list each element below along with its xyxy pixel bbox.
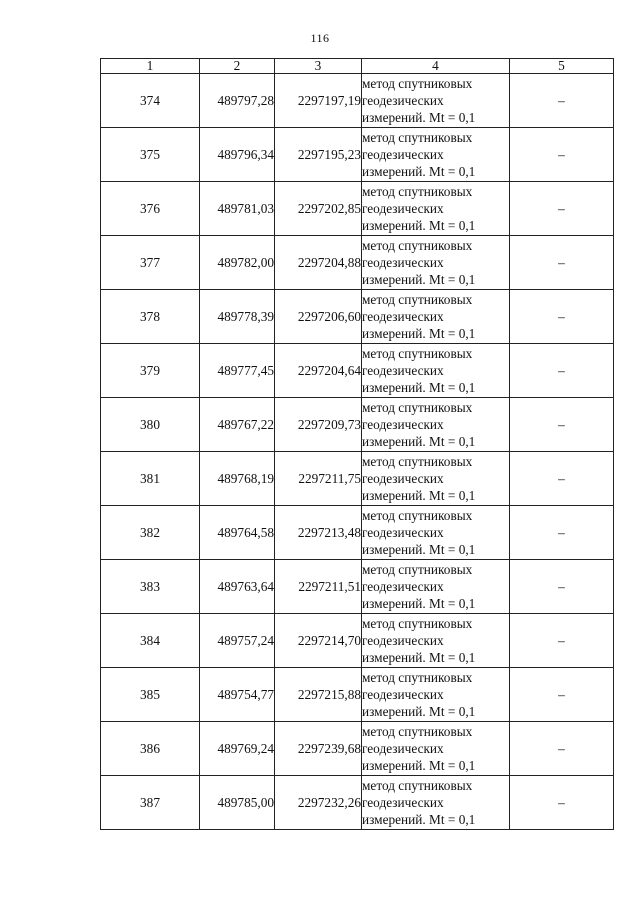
table-row: [101, 74, 614, 128]
point-number-cell: 387: [101, 776, 200, 830]
x-coordinate-cell: 489763,64: [200, 560, 275, 614]
table-row: [101, 290, 614, 344]
y-coordinate-cell: 2297204,88: [275, 236, 362, 290]
column-header-2: 2: [200, 59, 275, 74]
note-cell: –: [510, 614, 614, 668]
table-row: [101, 398, 614, 452]
point-number-cell: 376: [101, 182, 200, 236]
method-line: метод спутниковых: [362, 778, 473, 793]
method-line: измерений. Mt = 0,1: [362, 272, 476, 287]
method-cell: [362, 560, 510, 614]
table-row: [101, 182, 614, 236]
method-line: измерений. Mt = 0,1: [362, 650, 476, 665]
table-header-row: [101, 59, 614, 74]
table-row: [101, 506, 614, 560]
table-row: [101, 560, 614, 614]
method-line: геодезических: [362, 201, 444, 216]
coordinates-table: [100, 58, 614, 830]
note-cell: –: [510, 344, 614, 398]
method-cell: [362, 506, 510, 560]
y-coordinate-cell: 2297213,48: [275, 506, 362, 560]
method-line: измерений. Mt = 0,1: [362, 704, 476, 719]
y-coordinate-cell: 2297204,64: [275, 344, 362, 398]
method-line: геодезических: [362, 579, 444, 594]
y-coordinate-cell: 2297214,70: [275, 614, 362, 668]
y-coordinate-cell: 2297239,68: [275, 722, 362, 776]
method-line: измерений. Mt = 0,1: [362, 164, 476, 179]
note-cell: –: [510, 290, 614, 344]
y-coordinate-cell: 2297211,51: [275, 560, 362, 614]
method-cell: [362, 182, 510, 236]
table-row: [101, 614, 614, 668]
method-line: метод спутниковых: [362, 346, 473, 361]
point-number-cell: 382: [101, 506, 200, 560]
y-coordinate-cell: 2297197,19: [275, 74, 362, 128]
method-line: метод спутниковых: [362, 292, 473, 307]
note-cell: –: [510, 182, 614, 236]
x-coordinate-cell: 489764,58: [200, 506, 275, 560]
note-cell: –: [510, 74, 614, 128]
y-coordinate-cell: 2297209,73: [275, 398, 362, 452]
method-line: измерений. Mt = 0,1: [362, 326, 476, 341]
method-line: метод спутниковых: [362, 238, 473, 253]
y-coordinate-cell: 2297211,75: [275, 452, 362, 506]
note-cell: –: [510, 506, 614, 560]
y-coordinate-cell: 2297202,85: [275, 182, 362, 236]
table-row: [101, 236, 614, 290]
method-cell: [362, 344, 510, 398]
method-line: геодезических: [362, 687, 444, 702]
page-number: 116: [310, 31, 330, 45]
method-line: измерений. Mt = 0,1: [362, 542, 476, 557]
method-line: измерений. Mt = 0,1: [362, 596, 476, 611]
method-cell: [362, 290, 510, 344]
column-header-5: 5: [510, 59, 614, 74]
x-coordinate-cell: 489777,45: [200, 344, 275, 398]
method-line: геодезических: [362, 633, 444, 648]
note-cell: –: [510, 128, 614, 182]
method-line: измерений. Mt = 0,1: [362, 380, 476, 395]
method-line: метод спутниковых: [362, 508, 473, 523]
y-coordinate-cell: 2297215,88: [275, 668, 362, 722]
method-line: геодезических: [362, 795, 444, 810]
x-coordinate-cell: 489768,19: [200, 452, 275, 506]
method-cell: [362, 722, 510, 776]
point-number-cell: 378: [101, 290, 200, 344]
method-cell: [362, 236, 510, 290]
x-coordinate-cell: 489767,22: [200, 398, 275, 452]
point-number-cell: 385: [101, 668, 200, 722]
table-row: [101, 668, 614, 722]
method-line: геодезических: [362, 255, 444, 270]
table-row: [101, 128, 614, 182]
x-coordinate-cell: 489781,03: [200, 182, 275, 236]
method-line: метод спутниковых: [362, 400, 473, 415]
note-cell: –: [510, 560, 614, 614]
method-line: геодезических: [362, 741, 444, 756]
point-number-cell: 377: [101, 236, 200, 290]
method-line: измерений. Mt = 0,1: [362, 758, 476, 773]
table-row: [101, 452, 614, 506]
method-line: геодезических: [362, 147, 444, 162]
x-coordinate-cell: 489797,28: [200, 74, 275, 128]
method-cell: [362, 452, 510, 506]
x-coordinate-cell: 489796,34: [200, 128, 275, 182]
note-cell: –: [510, 722, 614, 776]
column-header-1: 1: [101, 59, 200, 74]
method-line: метод спутниковых: [362, 670, 473, 685]
point-number-cell: 386: [101, 722, 200, 776]
method-line: измерений. Mt = 0,1: [362, 110, 476, 125]
point-number-cell: 375: [101, 128, 200, 182]
x-coordinate-cell: 489785,00: [200, 776, 275, 830]
note-cell: –: [510, 776, 614, 830]
x-coordinate-cell: 489769,24: [200, 722, 275, 776]
method-line: геодезических: [362, 309, 444, 324]
point-number-cell: 379: [101, 344, 200, 398]
y-coordinate-cell: 2297195,23: [275, 128, 362, 182]
y-coordinate-cell: 2297206,60: [275, 290, 362, 344]
table-row: [101, 722, 614, 776]
method-line: геодезических: [362, 471, 444, 486]
x-coordinate-cell: 489754,77: [200, 668, 275, 722]
y-coordinate-cell: 2297232,26: [275, 776, 362, 830]
method-line: метод спутниковых: [362, 184, 473, 199]
point-number-cell: 380: [101, 398, 200, 452]
method-cell: [362, 668, 510, 722]
method-line: метод спутниковых: [362, 616, 473, 631]
x-coordinate-cell: 489778,39: [200, 290, 275, 344]
point-number-cell: 374: [101, 74, 200, 128]
method-cell: [362, 614, 510, 668]
method-line: метод спутниковых: [362, 76, 473, 91]
method-cell: [362, 74, 510, 128]
table-row: [101, 344, 614, 398]
x-coordinate-cell: 489782,00: [200, 236, 275, 290]
note-cell: –: [510, 236, 614, 290]
column-header-4: 4: [362, 59, 510, 74]
method-cell: [362, 128, 510, 182]
method-line: геодезических: [362, 525, 444, 540]
point-number-cell: 384: [101, 614, 200, 668]
method-cell: [362, 776, 510, 830]
method-line: геодезических: [362, 93, 444, 108]
method-line: измерений. Mt = 0,1: [362, 434, 476, 449]
point-number-cell: 383: [101, 560, 200, 614]
method-line: метод спутниковых: [362, 562, 473, 577]
note-cell: –: [510, 398, 614, 452]
point-number-cell: 381: [101, 452, 200, 506]
table-body: [101, 74, 614, 830]
method-line: метод спутниковых: [362, 130, 473, 145]
x-coordinate-cell: 489757,24: [200, 614, 275, 668]
method-cell: [362, 398, 510, 452]
method-line: геодезических: [362, 363, 444, 378]
table-row: [101, 776, 614, 830]
method-line: измерений. Mt = 0,1: [362, 218, 476, 233]
method-line: метод спутниковых: [362, 454, 473, 469]
method-line: измерений. Mt = 0,1: [362, 488, 476, 503]
column-header-3: 3: [275, 59, 362, 74]
note-cell: –: [510, 668, 614, 722]
method-line: метод спутниковых: [362, 724, 473, 739]
method-line: измерений. Mt = 0,1: [362, 812, 476, 827]
note-cell: –: [510, 452, 614, 506]
method-line: геодезических: [362, 417, 444, 432]
